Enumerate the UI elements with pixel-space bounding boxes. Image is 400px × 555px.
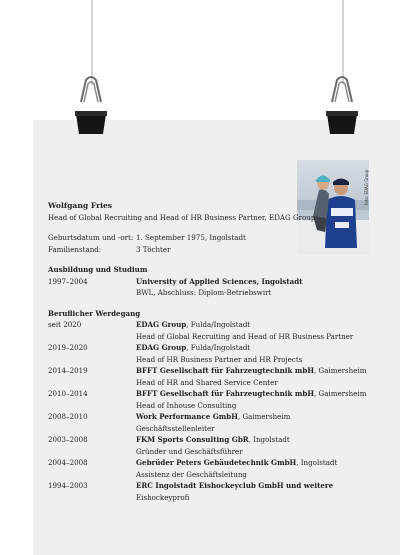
personal-label: Geburtsdatum und -ort: [48,233,134,242]
career-period: seit 2020 [48,320,82,329]
career-detail: Geschäftsstellenleiter [136,423,215,433]
personal-label: Familienstand: [48,244,102,254]
career-location: , Fulda/Ingolstadt [186,320,251,329]
career-period: 2008–2010 [48,412,88,421]
career-detail: Head of HR Business Partner and HR Projects [136,354,303,364]
binder-clip-right-icon [324,74,360,134]
career-period: 2003–2008 [48,435,88,444]
career-org: Gebrüder Peters Gebäudetechnik GmbH [136,458,297,467]
career-location: , Fulda/Ingolstadt [186,343,251,352]
career-detail: Assistenz der Geschäftsleitung [136,469,247,479]
career-row [48,319,368,331]
career-org: Work Performance GmbH [136,412,238,421]
career-location: , Gaimersheim [314,366,367,375]
career-detail: Head of Inhouse Consulting [136,400,237,410]
career-org: FKM Sports Consulting GbR [136,435,249,444]
career-org: ERC Ingolstadt Eishockeyclub GmbH und weitere [136,481,334,490]
person-name: Wolfgang Fries [48,201,113,210]
hanging-string-left [91,0,93,85]
personal-value: 1. September 1975, Ingolstadt [136,233,246,242]
career-row [48,388,368,400]
person-position: Head of Global Recruiting and Head of HR Business Partner, EDAG Group [48,212,316,222]
education-period: 1997–2004 [48,276,88,286]
career-org: BFFT Gesellschaft für Fahrzeugtechnik mbH [136,389,315,398]
career-row [48,457,368,469]
personal-row [48,244,368,256]
career-org: EDAG Group [136,343,187,352]
career-location: , Gaimersheim [237,412,291,421]
career-period: 2019–2020 [48,343,88,352]
education-row [48,276,368,288]
personal-value: 3 Töchter [136,244,171,254]
career-detail: Head of HR and Shared Service Center [136,377,278,387]
career-row [48,342,368,354]
personal-row [48,232,368,244]
career-row [48,365,368,377]
career-org: EDAG Group [136,320,187,329]
career-location: , Ingolstadt [248,435,290,444]
career-row [48,434,368,446]
career-detail: Head of Global Recruiting and Head of HR Business Partner [136,331,354,341]
career-period: 2014–2019 [48,366,88,375]
career-heading: Beruflicher Werdegang [48,308,141,318]
photo-credit: foto: EDAG Group [364,169,369,205]
career-detail: Eishockeyprofi [136,492,190,502]
education-org: University of Applied Sciences, Ingolstadt [136,276,303,286]
binder-clip-left-icon [73,74,109,134]
hanging-string-right [342,0,344,85]
education-heading: Ausbildung und Studium [48,265,148,274]
career-row [48,480,368,492]
career-period: 2004–2008 [48,458,88,467]
career-row [48,411,368,423]
education-detail: BWL, Abschluss: Diplom-Betriebswirt [136,288,272,297]
career-org: BFFT Gesellschaft für Fahrzeugtechnik mbH [136,366,315,375]
career-period: 1994–2003 [48,481,88,490]
career-location: , Gaimersheim [314,389,367,398]
cv-content [48,200,368,503]
career-detail: Gründer und Geschäftsführer [136,446,243,456]
career-location: , Ingolstadt [296,458,338,467]
career-period: 2010–2014 [48,389,88,398]
